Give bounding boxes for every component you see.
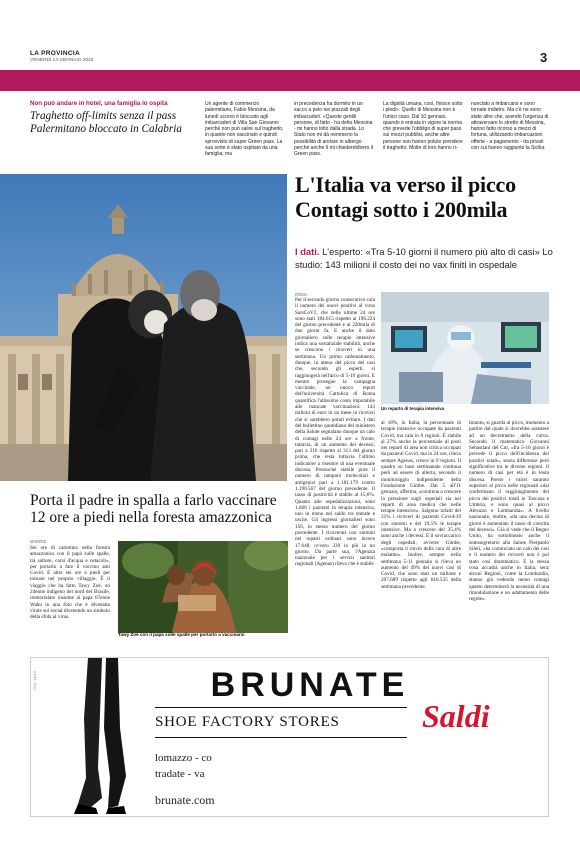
photo-son-carrying-father: [118, 541, 288, 633]
photo-st-peters-couple: [0, 174, 287, 481]
ad-sale-label: Saldi: [422, 698, 490, 734]
article-column: al 18%, in Italia, la percentuale di terapie intensive occupate da pazienti Covid, ma cala in 8 regioni. È stabile al 27% anche la percentuale di posti nei reparti di area non critica occupati da pazienti Covid, ma in 24 ore, rileva sempre Agenas, cresce in 9 regioni. Il quadro su base settimanale continua però ad essere di allerta, secondo il monitoraggio indipendente della Fondazione Gimbe. Dal 5 all'11 gennaio, afferma, «continua a crescere la pressione sugli ospedali sia nei reparti di area medica che nelle terapie intensive». Salgono infatti del 31% i ricoveri di pazienti Covid-19 con sintomi e del 19,5% le terapie intensive. Ma a crescere del 35,4% sono anche i decessi. E il sovraccarico degli ospedali, avverte Gimbe, «comporta il rinvio della cura di altre malattie». Inoltre, sempre nella settimana 5-11 gennaio si rileva un aumento del 49% dei nuovi casi di Covid, che sono stati un milione e 207.689 rispetto agli 810.535 della settimana precedente.: [381, 420, 461, 590]
ad-code: OSL 18/16: [32, 671, 37, 690]
ad-brand-logo: BRUNATE: [210, 666, 410, 704]
masthead-name: LA PROVINCIA: [30, 50, 80, 57]
teaser-kicker: Non può andare in hotel, una famiglia lo ospita: [30, 100, 168, 107]
main-headline: L'Italia va verso il picco Contagi sotto i 200mila: [295, 172, 516, 222]
article-column: Intanto, si guarda al picco, momento a partire dal quale si dovrebbe assistere ad un decremento della curva. Secondo il matematico Giovanni Sebastiani del Cnr, «fra 5-10 giorni è prevede il picco dell'incidenza dei positivi totali», senza differenze però significative tra le diverse regioni. Il numero di casi per età è in lenta discesa. Presto i valori saranno superiori al picco nelle regionali «dai confermano il raggiungimento del picco dei positivi totali in Toscana e Umbria, e sono quasi al picco Abruzzo e Lombardia». A livello nazionale, inoltre, «da una decina di giorni è aumentato il tasso di crescita dei decessi». Già si vede che il Regno Unito, ha sottolineato anche il sottosegretario alla Salute Pierpaolo Sileri, «ha cominciato un calo dei casi e il numero dei ricoveri non è poi stato così drammatico. E la stessa cosa accadrà anche in Italia, senz alcuni Regioni, come la Lombardia, stanno già vedendo meno contagi questo determinerà la necessità di una rimodulazione e un adattamento delle regole».: [469, 420, 549, 603]
teaser-column: nunciato a imbarcarsi e sono tornate indietro. Ma c'è ne sono state altre che, avendo l'urgenza di attraversare lo stretto di Messina, hanno fatto ricorso a mezzi di fortuna, utilizzando imbarcazioni offerte - a pagamento - da privati con cui hanno raggiunto la Sicilia.: [471, 101, 549, 152]
ad-divider: [155, 707, 407, 708]
photo-intensive-care: [381, 292, 549, 404]
teaser-column: Un agente di commercio palermitano, Fabio Messina, da lunedì scorso è bloccato agli imbarcaderi di Villa San Giovanni perché non può salire sul traghetto, in quanto non vaccinato e quindi sprovvisto di super Green pass. La sua sorte è stato ospitato da una famiglia, ma: [205, 101, 284, 158]
header-color-band: [0, 70, 580, 91]
ad-location: lomazzo - co: [155, 752, 212, 764]
photo-caption: Tawy Zoé con il papà sulle spalle per portarlo a vaccinarsi: [118, 632, 245, 637]
rome-story-headline: Porta il padre in spalla a farlo vaccinare 12 ore a piedi nella foresta amazzonica: [30, 492, 277, 526]
article-column: Per il secondo giorno consecutivo cala il numero dei nuovi positivi al virus SarsCoV2, che nelle ultime 24 ore sono stati 184.615 rispetto ai 196.224 del giorno precedente e ai 220mila di due giorni fa. E anche il dato giornaliero sulle terapie intensive indica una sostanziale stabilità, anche se crescono i ricoveri in una settimana. Un primo rallentamento, dunque, in attesa del picco dei casi che, secondo gli esperti, si raggiungerà nell'arco di 5-10 giorni. E mentre prosegue la campagna vaccinale, un nuovo report dell'università Cattolica di Roma quantifica l'altissimo costo imputabile alle mancate vaccinazioni: 143 milioni di euro in un mese in ricoveri che si sarebbero potuti evitare. I dati del bollettino quotidiano del ministero della Salute segnalano dunque un calo di contagi nelle 24 ore a fronte, tuttavia, di un aumento dei decessi, pari a 316 rispetto ai 313 del giorno prima, che resta tuttavia l'ultimo indicatore a risentire di una eventuale discesa. Pressoché stabile pure il numero di tamponi molecolari e antigenici pari a 1.181.179 contro 1.190.567 del giorno precedente. Il tasso di positività è stabile al 15,6%. Quanto alle ospedalizzazioni, sono 1.668 i pazienti in terapia intensiva, uno in meno nel saldo tra entrate e uscite. Gli ingressi giornalieri sono 156, lo stesso numero del giorno precedente. I ricoverati con sintomi nei reparti ordinari sono invece 17.648, ovvero 339 in più in un giorno. Da parte sua, l'Agenzia nazionale per i servizi sanitari regionali (Agenas) rileva che è stabile: [295, 297, 375, 568]
ad-boots-illustration: [68, 658, 138, 816]
teaser-title: Traghetto off-limits senza il pass Palermitano bloccato in Calabria: [30, 110, 182, 135]
main-subhead: [295, 246, 565, 271]
teaser-column: La dignità umana, così, finisce sotto i piedi». Quello di Messina non è l'unico caso. Dal 10 gennaio, quando è entrata in vigore la norma che prevede l'obbligo di super pass sui mezzi pubblici, anche altre persone non hanno potuto prendere il traghetto. Molte di loro hanno ri-: [383, 101, 463, 152]
ad-website-link[interactable]: brunate.com: [155, 793, 215, 807]
masthead-date: VENERDÌ 14 GENNAIO 2022: [30, 58, 94, 63]
ad-tagline: SHOE FACTORY STORES: [155, 714, 340, 730]
photo-caption: Un reparto di terapia intensiva: [381, 406, 445, 411]
subhead-kicker: I dati.: [295, 246, 320, 257]
subhead-text: L'esperto: «Tra 5-10 giorni il numero più alto di casi» Lo studio: 143 milioni il costo dei no vax finiti in ospedale: [295, 246, 553, 270]
main-dateline: ROMA: [295, 292, 308, 297]
ad-location: tradate - va: [155, 768, 205, 780]
page-number: 3: [540, 50, 548, 65]
rome-story-body: Sei ore di cammino nella foresta amazzonica con il papà sulle spalle, tra salture, corsi d'acqua e ostacoli», per portarlo a fare il vaccino anti Covid. E altre sei ore a piedi per tornare nel proprio villaggio. È il viaggio che ha fatto Tawy Zoé, un 24enne indigeno del nord del Brasile, immortalato insieme al papà 67enne Wahu in una foto che è diventata virale sui social divenendo un simbolo della sfida al virus.: [30, 545, 110, 621]
teaser-column: in precedenza ha dormito in un sacco a pelo nei piazzali degli imbarcaderi. «Queste gentili persone, di fatto - ha detto Messina - mi hanno tolto dalla strada. Lo Stato non mi dà nemmeno la possibilità di andare in albergo perché anche lì mi chiedereblbero il Green pass.: [294, 101, 373, 158]
rome-story-dateline: MADRID: [30, 539, 47, 544]
ad-divider: [155, 737, 407, 738]
